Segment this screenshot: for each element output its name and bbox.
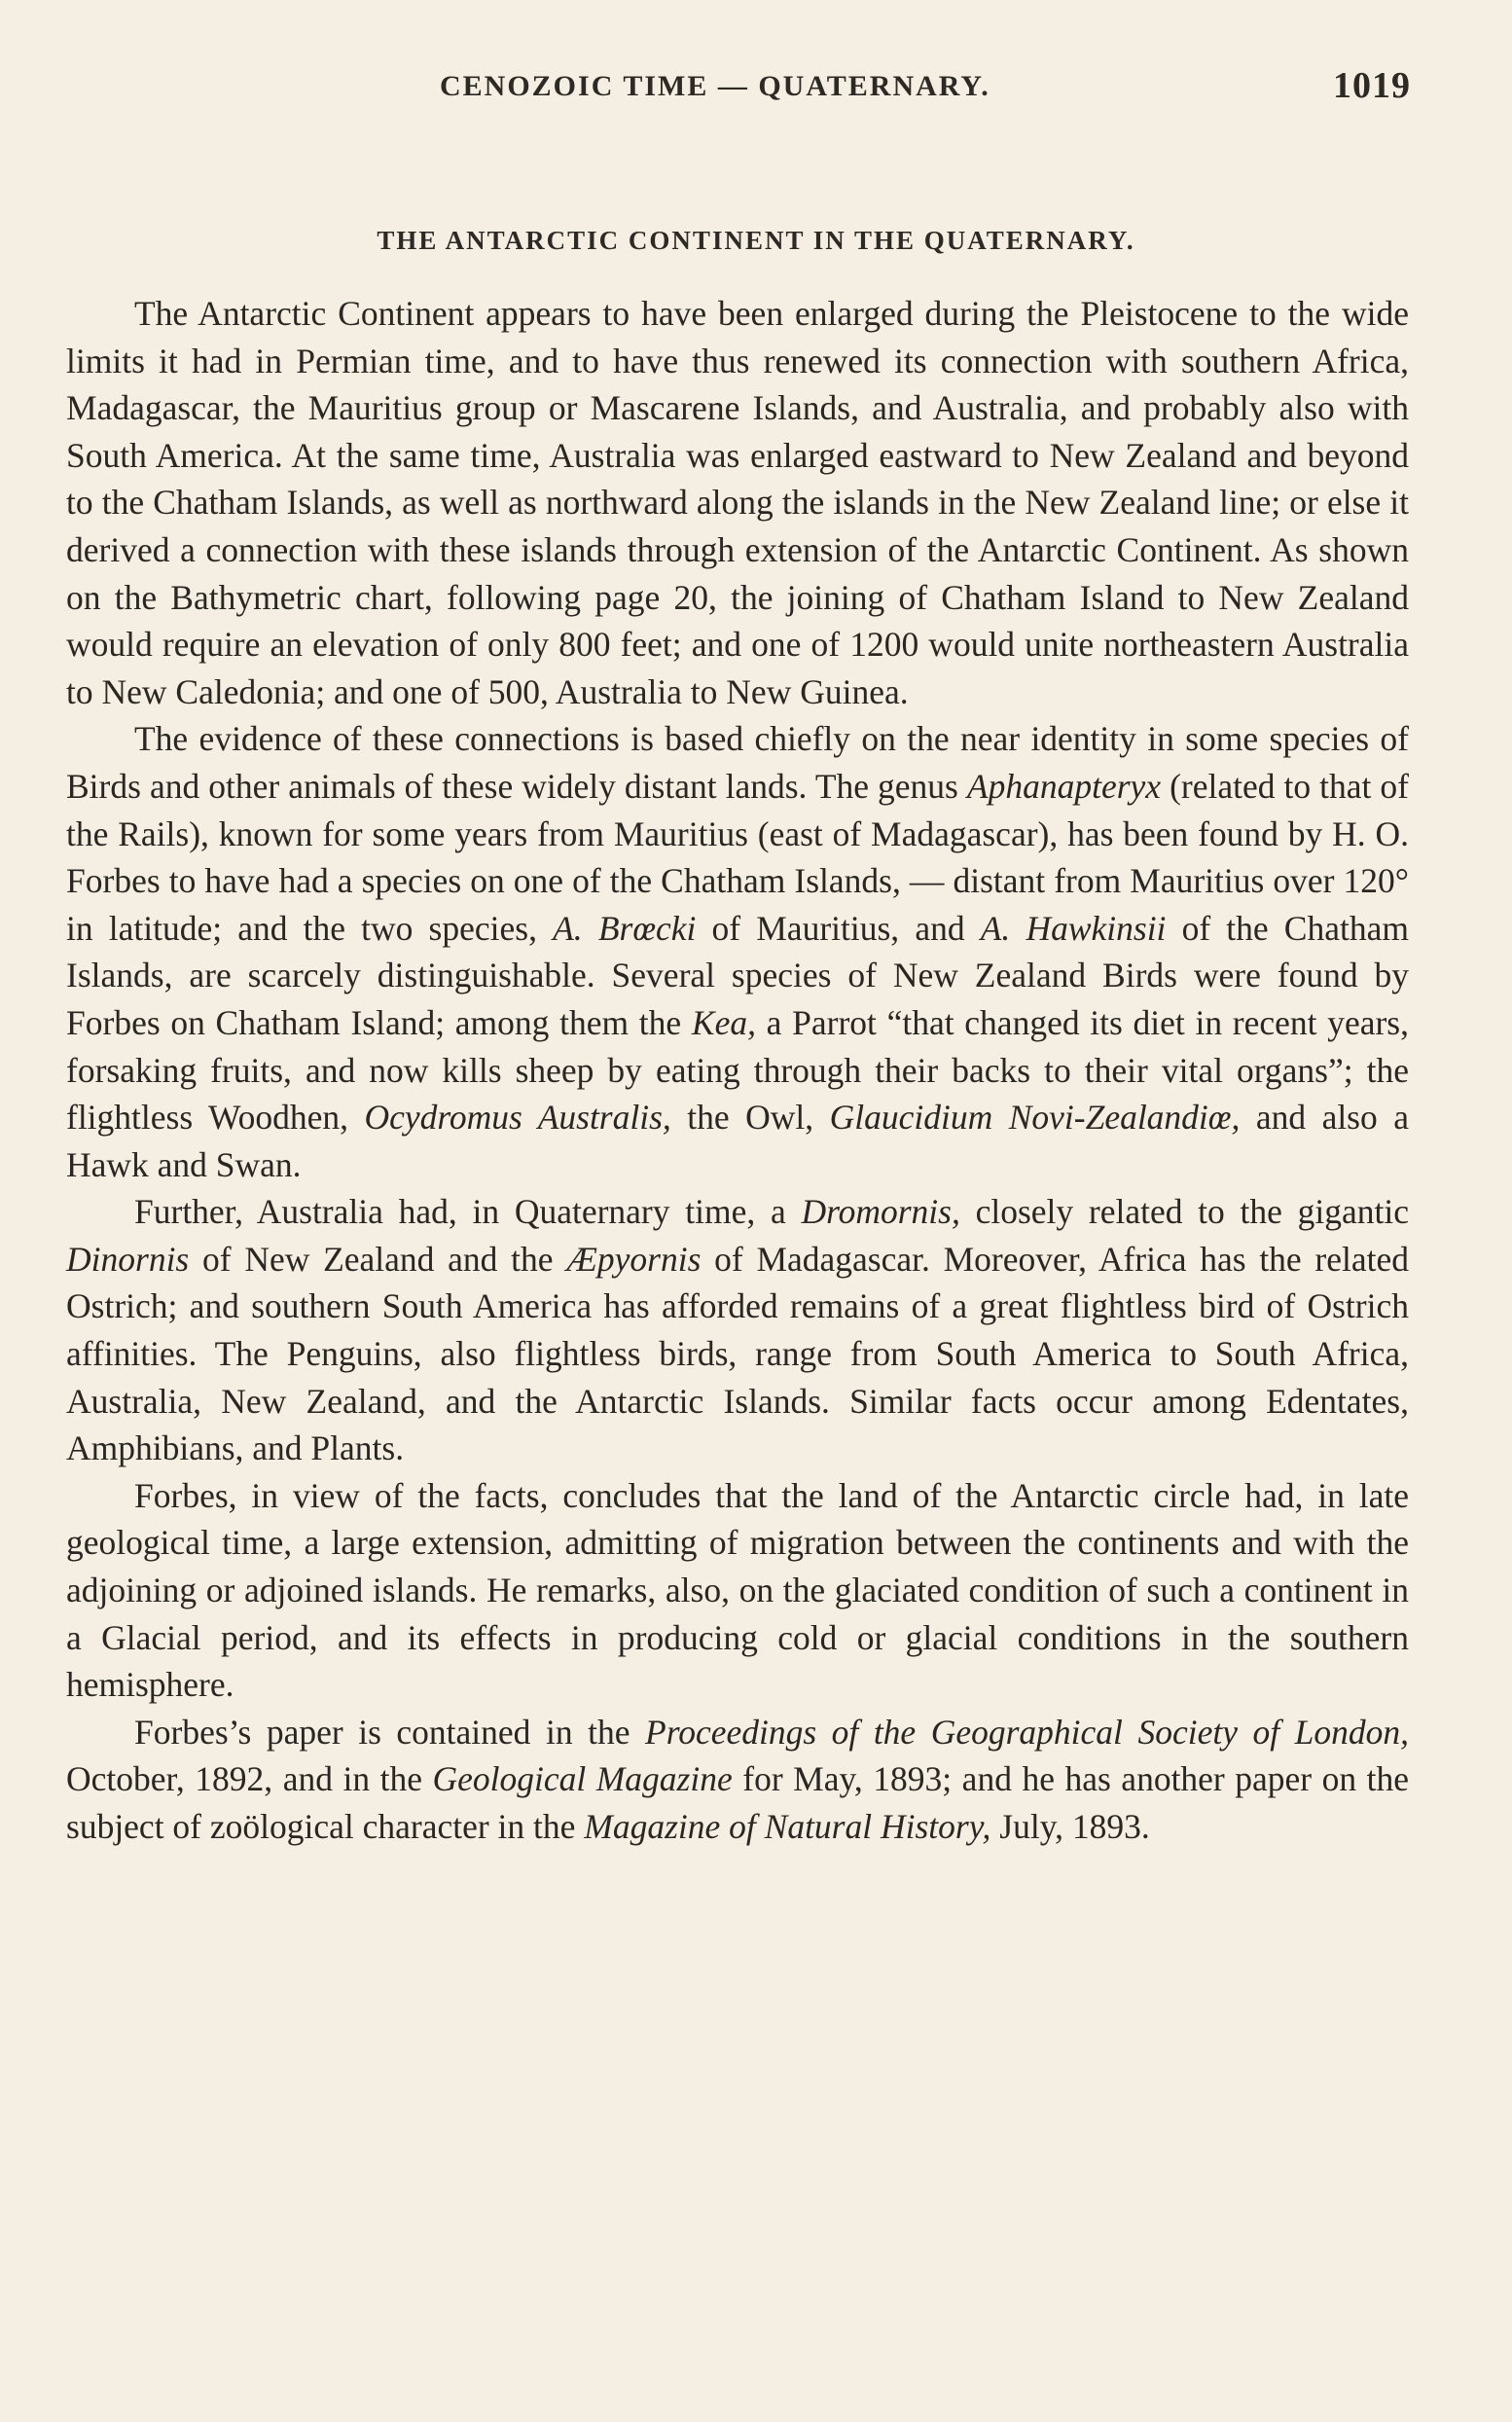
italic-text: Aphanapteryx — [966, 766, 1162, 806]
text-run: Forbes, in view of the facts, concludes that the land of the Antarctic circle had, in late geological time, a large extension, admitting of migration between the continents and with the adjoining or adjoined islands. He remarks, also, on the glaciated condition of such a continent in a Glacial period, and its effects in producing cold or glacial conditions in the southern hemisphere. — [66, 1475, 1409, 1705]
italic-text: Proceedings of the Geographical Society of London, — [645, 1712, 1409, 1752]
italic-text: A. Brœcki — [553, 908, 697, 948]
text-run: closely related to the gigantic — [959, 1192, 1409, 1232]
italic-text: A. Hawkinsii — [980, 908, 1167, 948]
italic-text: Glaucidium Novi-Zealandiœ, — [829, 1098, 1241, 1138]
italic-text: Dinornis — [66, 1239, 190, 1279]
italic-text: Æpyornis — [566, 1239, 702, 1279]
paragraph — [66, 1709, 1409, 1851]
text-run: (related to that of the Rails), known for some years from Mauritius (east of Madagascar), has been found by H. O. Forbes to have had a species on one of the Chatham Islands, — distant from Mauritius over 120° in latitude; and the two species, — [66, 766, 1409, 948]
italic-text: Ocydromus Australis, — [364, 1098, 671, 1138]
section-heading: THE ANTARCTIC CONTINENT IN THE QUATERNARY. — [377, 226, 1135, 255]
running-title: CENOZOIC TIME — QUATERNARY. — [440, 70, 990, 102]
body-text — [66, 290, 1409, 1851]
text-run: Forbes’s paper is contained in the — [134, 1712, 646, 1752]
italic-text: Kea, — [691, 1002, 756, 1042]
text-run: and also a Hawk and Swan. — [66, 1098, 1409, 1184]
paragraph — [66, 290, 1409, 715]
text-run: a Parrot “that changed its diet in recent years, forsaking fruits, and now kills sheep by eating through their backs to their vital organs”; the flightless Woodhen, — [66, 1002, 1409, 1138]
italic-text: Magazine of Natural History, — [584, 1807, 991, 1846]
text-run: for May, 1893; and he has another paper on the subject of zoölogical character in the — [66, 1759, 1409, 1846]
paragraph — [66, 715, 1409, 1188]
text-run: Further, Australia had, in Quaternary time, a — [134, 1192, 802, 1232]
page-number: 1019 — [1333, 65, 1411, 106]
text-run: of the Chatham Islands, are scarcely distinguishable. Several species of New Zealand Birds were found by Forbes on Chatham Island; among them the — [66, 908, 1409, 1042]
italic-text: Dromornis, — [801, 1192, 960, 1232]
text-run: October, 1892, and in the — [66, 1759, 433, 1799]
italic-text: Geological Magazine — [432, 1759, 733, 1799]
text-run: the Owl, — [670, 1098, 830, 1138]
text-run: of New Zealand and the — [189, 1239, 567, 1279]
text-run: July, 1893. — [990, 1807, 1150, 1846]
text-run: The evidence of these connections is based chiefly on the near identity in some species of Birds and other animals of these widely distant lands. The genus — [66, 719, 1409, 806]
paragraph — [66, 1472, 1409, 1709]
paragraph — [66, 1188, 1409, 1472]
text-run: The Antarctic Continent appears to have been enlarged during the Pleistocene to the wide limits it had in Permian time, and to have thus renewed its connection with southern Africa, Madagascar, the Mauritius group or Mascarene Islands, and Australia, and probably also with South America. At the same time, Australia was enlarged eastward to New Zealand and beyond to the Chatham Islands, as well as northward along the islands in the New Zealand line; or else it derived a connection with these islands through extension of the Antarctic Continent. As shown on the Bathymetric chart, following page 20, the joining of Chatham Island to New Zealand would require an elevation of only 800 feet; and one of 1200 would unite northeastern Australia to New Caledonia; and one of 500, Australia to New Guinea. — [66, 294, 1409, 711]
text-run: of Madagascar. Moreover, Africa has the related Ostrich; and southern South America has afforded remains of a great flightless bird of Ostrich affinities. The Penguins, also flightless birds, range from South America to South Africa, Australia, New Zealand, and the Antarctic Islands. Similar facts occur among Edentates, Amphibians, and Plants. — [66, 1239, 1410, 1468]
text-run: of Mauritius, and — [696, 908, 981, 948]
